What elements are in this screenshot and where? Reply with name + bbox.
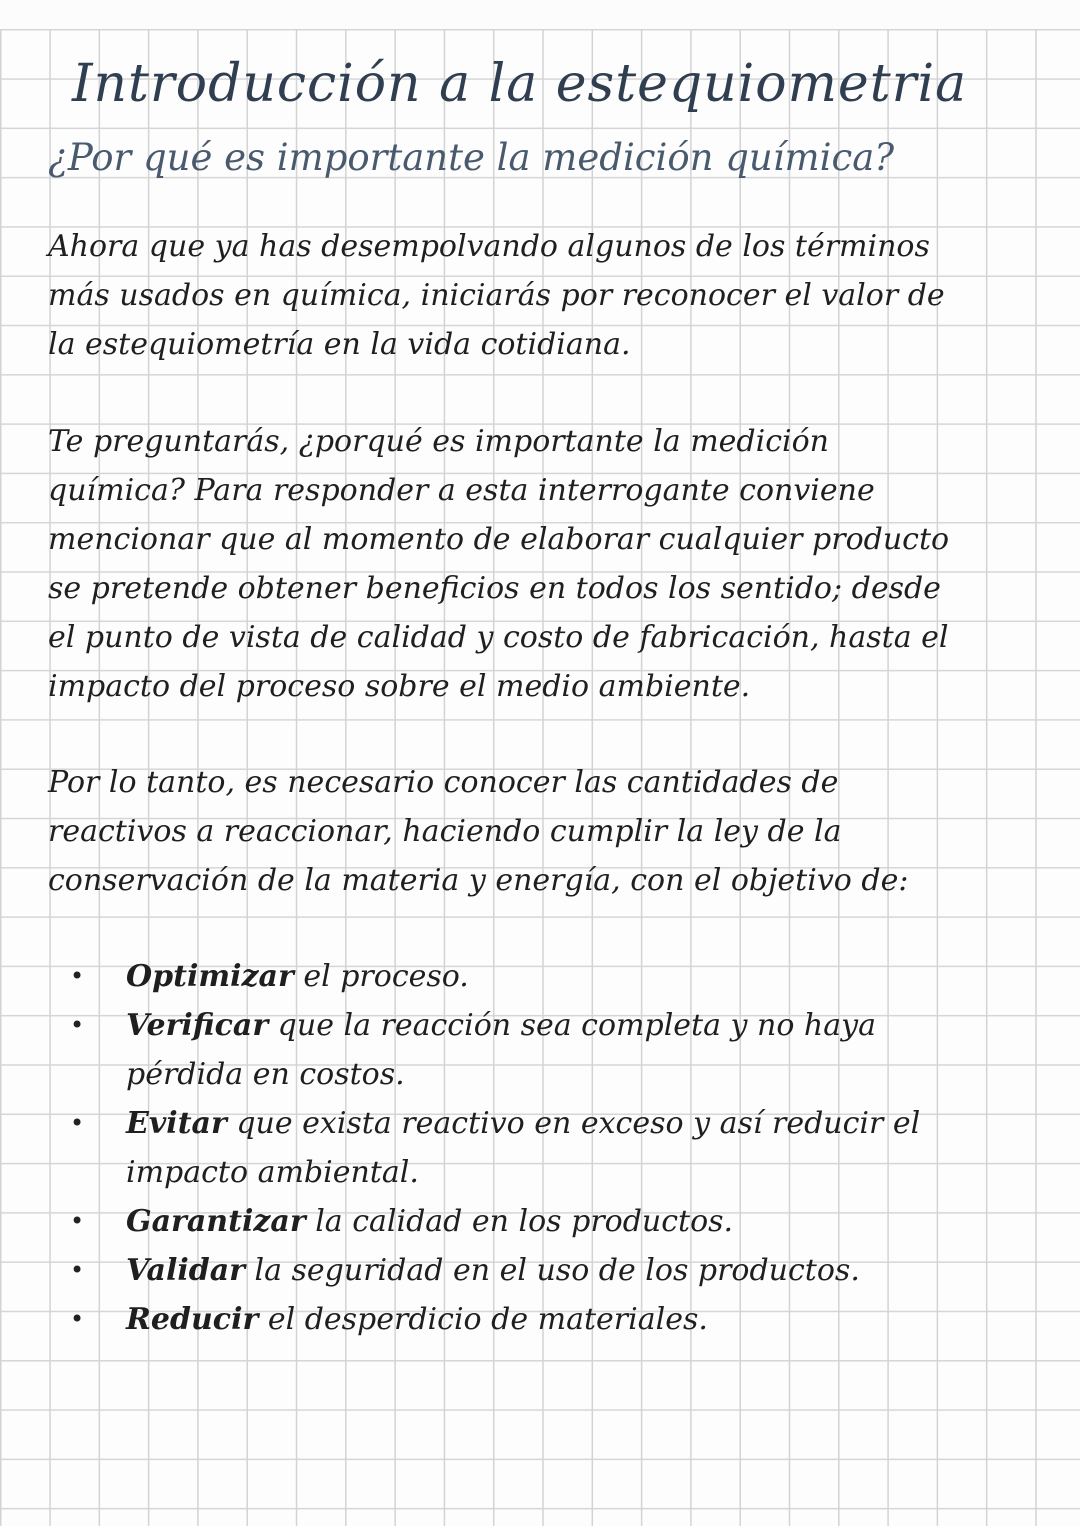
paragraph-line: se pretende obtener beneficios en todos los sentido; desde [48,571,941,606]
list-item-line [126,952,1080,1001]
objective-rest: el desperdicio de materiales. [258,1302,708,1337]
bullet-icon: • [70,1256,85,1284]
paragraph-line: reactivos a reaccionar, haciendo cumplir la ley de la [48,814,842,849]
paragraph-conclusion [48,758,908,905]
list-item-optimizar [0,952,1080,1001]
list-item-line: impacto ambiental. [126,1155,419,1190]
paragraph-line: la estequiometría en la vida cotidiana. [48,327,631,362]
paragraph-line: más usados en química, iniciarás por reconocer el valor de [48,278,945,313]
list-item-reducir [0,1295,1080,1344]
list-item-text [0,1295,1080,1344]
paragraph-line: conservación de la materia y energía, con el objetivo de: [48,863,909,898]
bullet-icon: • [70,1305,85,1333]
bullet-icon: • [70,1207,85,1235]
list-item-line [126,1099,1080,1148]
objectives-list [0,952,1080,1344]
paragraph-line: Te preguntarás, ¿porqué es importante la medición [48,424,829,459]
paragraph-line: Por lo tanto, es necesario conocer las cantidades de [48,765,839,800]
objective-rest: el proceso. [293,959,469,994]
list-item-text [0,1001,1080,1099]
list-item-line [126,1001,1080,1050]
list-item-line [126,1295,1080,1344]
objective-verb: Validar [126,1253,245,1288]
paragraph-line: impacto del proceso sobre el medio ambiente. [48,669,751,704]
page-subtitle: ¿Por qué es importante la medición química? [48,136,895,179]
list-item-text [0,1197,1080,1246]
paragraph-intro [48,222,945,369]
page-title: Introducción a la estequiometria [72,54,968,114]
objective-rest: la seguridad en el uso de los productos. [244,1253,860,1288]
objective-verb: Verificar [126,1008,269,1043]
objective-rest: que exista reactivo en exceso y así reducir el [226,1106,921,1141]
objective-verb: Garantizar [126,1204,306,1239]
paragraph-line: Ahora que ya has desempolvando algunos de los términos [48,229,930,264]
list-item-verificar [0,1001,1080,1099]
paragraph-line: química? Para responder a esta interrogante conviene [48,473,875,508]
objective-verb: Reducir [126,1302,259,1337]
list-item-line [126,1197,1080,1246]
list-item-line [126,1246,1080,1295]
bullet-icon: • [70,962,85,990]
objective-verb: Optimizar [126,959,294,994]
paragraph-question [48,417,949,711]
list-item-text [0,1099,1080,1197]
list-item-evitar [0,1099,1080,1197]
objective-rest: la calidad en los productos. [305,1204,734,1239]
list-item-garantizar [0,1197,1080,1246]
paragraph-line: el punto de vista de calidad y costo de fabricación, hasta el [48,620,949,655]
bullet-icon: • [70,1011,85,1039]
list-item-text [0,952,1080,1001]
list-item-text [0,1246,1080,1295]
bullet-icon: • [70,1109,85,1137]
list-item-validar [0,1246,1080,1295]
list-item-line: pérdida en costos. [126,1057,405,1092]
objective-verb: Evitar [126,1106,227,1141]
objective-rest: que la reacción sea completa y no haya [268,1008,876,1043]
paragraph-line: mencionar que al momento de elaborar cualquier producto [48,522,950,557]
